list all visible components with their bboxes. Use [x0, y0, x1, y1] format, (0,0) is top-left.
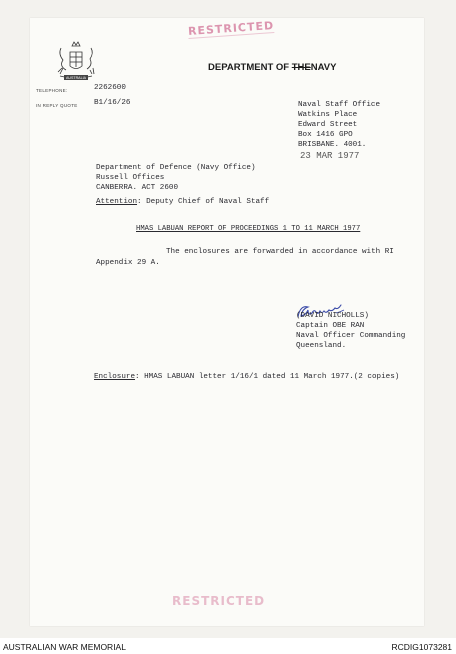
department-struck-word: THE [291, 62, 311, 73]
body-line-1: The enclosures are forwarded in accordance with RI [166, 248, 394, 256]
recipient-line-1: Department of Defence (Navy Office) [96, 164, 256, 172]
reply-quote-value: B1/16/26 [94, 99, 131, 107]
sender-line-4: Box 1416 GPO [298, 131, 353, 139]
signatory-name: (DAVID NICHOLLS) [296, 312, 369, 320]
sender-line-3: Edward Street [298, 121, 358, 129]
department-suffix: NAVY [310, 62, 337, 73]
sender-line-2: Watkins Place [298, 111, 358, 119]
restricted-stamp-top: RESTRICTED [187, 19, 275, 38]
sender-line-1: Naval Staff Office [298, 101, 381, 109]
archive-reference: RCDIG1073281 [391, 642, 452, 652]
telephone-label: TELEPHONE: [36, 88, 68, 93]
letter-page [30, 18, 424, 626]
department-prefix: DEPARTMENT OF [208, 62, 290, 73]
body-line-2: Appendix 29 A. [96, 259, 160, 267]
restricted-stamp-bottom: RESTRICTED [172, 594, 266, 608]
attention-label: Attention [96, 198, 138, 206]
department-heading [208, 62, 336, 73]
archive-credit: AUSTRALIAN WAR MEMORIAL [3, 642, 126, 652]
enclosure-label: Enclosure [94, 373, 136, 381]
signatory-title: Naval Officer Commanding [296, 332, 406, 340]
signatory-rank: Captain OBE RAN [296, 322, 365, 330]
recipient-line-3: CANBERRA. ACT 2600 [96, 184, 179, 192]
date-stamp: 23 MAR 1977 [300, 151, 360, 161]
crest-caption: AUSTRALIA [66, 76, 86, 80]
signatory-region: Queensland. [296, 342, 347, 350]
sender-line-5: BRISBANE. 4001. [298, 141, 367, 149]
attention-value: : Deputy Chief of Naval Staff [137, 198, 270, 206]
enclosure-line [94, 373, 399, 381]
reply-quote-label: IN REPLY QUOTE [36, 103, 78, 108]
telephone-value: 2262600 [94, 84, 126, 92]
subject-line: HMAS LABUAN REPORT OF PROCEEDINGS 1 TO 11 MARCH 1977 [136, 225, 361, 233]
coat-of-arms-icon [48, 38, 104, 84]
attention-line [96, 198, 269, 206]
recipient-line-2: Russell Offices [96, 174, 165, 182]
enclosure-value: : HMAS LABUAN letter 1/16/1 dated 11 March 1977.(2 copies) [135, 373, 400, 381]
